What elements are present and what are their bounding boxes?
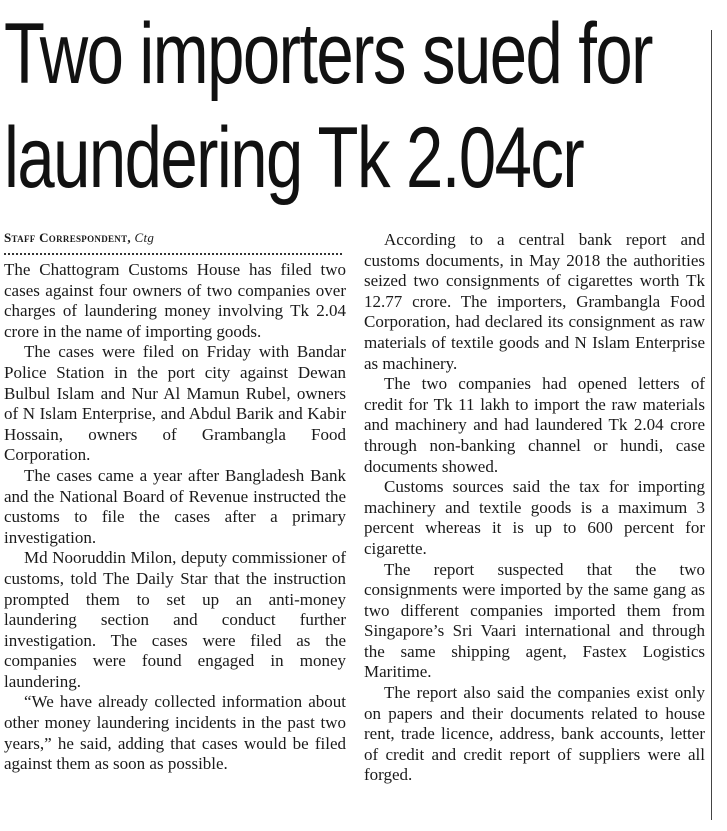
paragraph: The cases were filed on Friday with Bandar Police Station in the port city against Dewan Bulbul Islam and Nur Al Mamun Rubel, owners of N Islam Enterprise, and Abdul Barik and Kabir Hossain, owners of Grambangla Food Corporation. — [4, 342, 346, 465]
paragraph: According to a central bank report and customs documents, in May 2018 the authorities seized two consignments of cigarettes worth Tk 12.77 crore. The importers, Grambangla Food Corporation, had declared its consignment as raw materials of textile goods and N Islam Enterprise as machinery. — [364, 230, 705, 373]
headline-line-2: laundering Tk 2.04cr — [4, 110, 584, 206]
paragraph: Md Nooruddin Milon, deputy commissioner of customs, told The Daily Star that the instruction prompted them to set up an anti-money laundering section and conduct further investigation. The cases were filed as the companies were found engaged in money laundering. — [4, 548, 346, 691]
paragraph: The report also said the companies exist only on papers and their documents related to house rent, trade licence, address, bank accounts, letter of credit and credit report of suppliers were all forged. — [364, 683, 705, 785]
byline-role: Staff Correspondent, — [4, 230, 131, 245]
paragraph: “We have already collected information about other money laundering incidents in the past two years,” he said, adding that cases would be filed against them as soon as possible. — [4, 692, 346, 774]
headline-line-1: Two importers sued for — [4, 6, 652, 102]
paragraph: The report suspected that the two consignments were imported by the same gang as two different companies imported them from Singapore’s Sri Vaari international and through the same shipping agent, Fastex Logistics Maritime. — [364, 559, 705, 682]
byline-place: Ctg — [134, 230, 155, 245]
column-rule — [711, 30, 712, 820]
headline — [4, 2, 652, 210]
paragraph: The two companies had opened letters of credit for Tk 11 lakh to import the raw materials and machinery and had laundered Tk 2.04 crore through non-banking channel or hundi, case documents showed. — [364, 374, 705, 476]
byline — [4, 230, 154, 246]
article-column-2 — [364, 230, 705, 786]
paragraph: The Chattogram Customs House has filed two cases against four owners of two companies over charges of laundering money involving Tk 2.04 crore in the name of importing goods. — [4, 260, 346, 341]
byline-divider — [4, 253, 342, 255]
article-column-1 — [4, 260, 346, 775]
paragraph: The cases came a year after Bangladesh Bank and the National Board of Revenue instructed the customs to file the cases after a primary investigation. — [4, 465, 346, 547]
paragraph: Customs sources said the tax for importing machinery and textile goods is a maximum 3 percent whereas it is up to 600 percent for cigarette. — [364, 477, 705, 558]
